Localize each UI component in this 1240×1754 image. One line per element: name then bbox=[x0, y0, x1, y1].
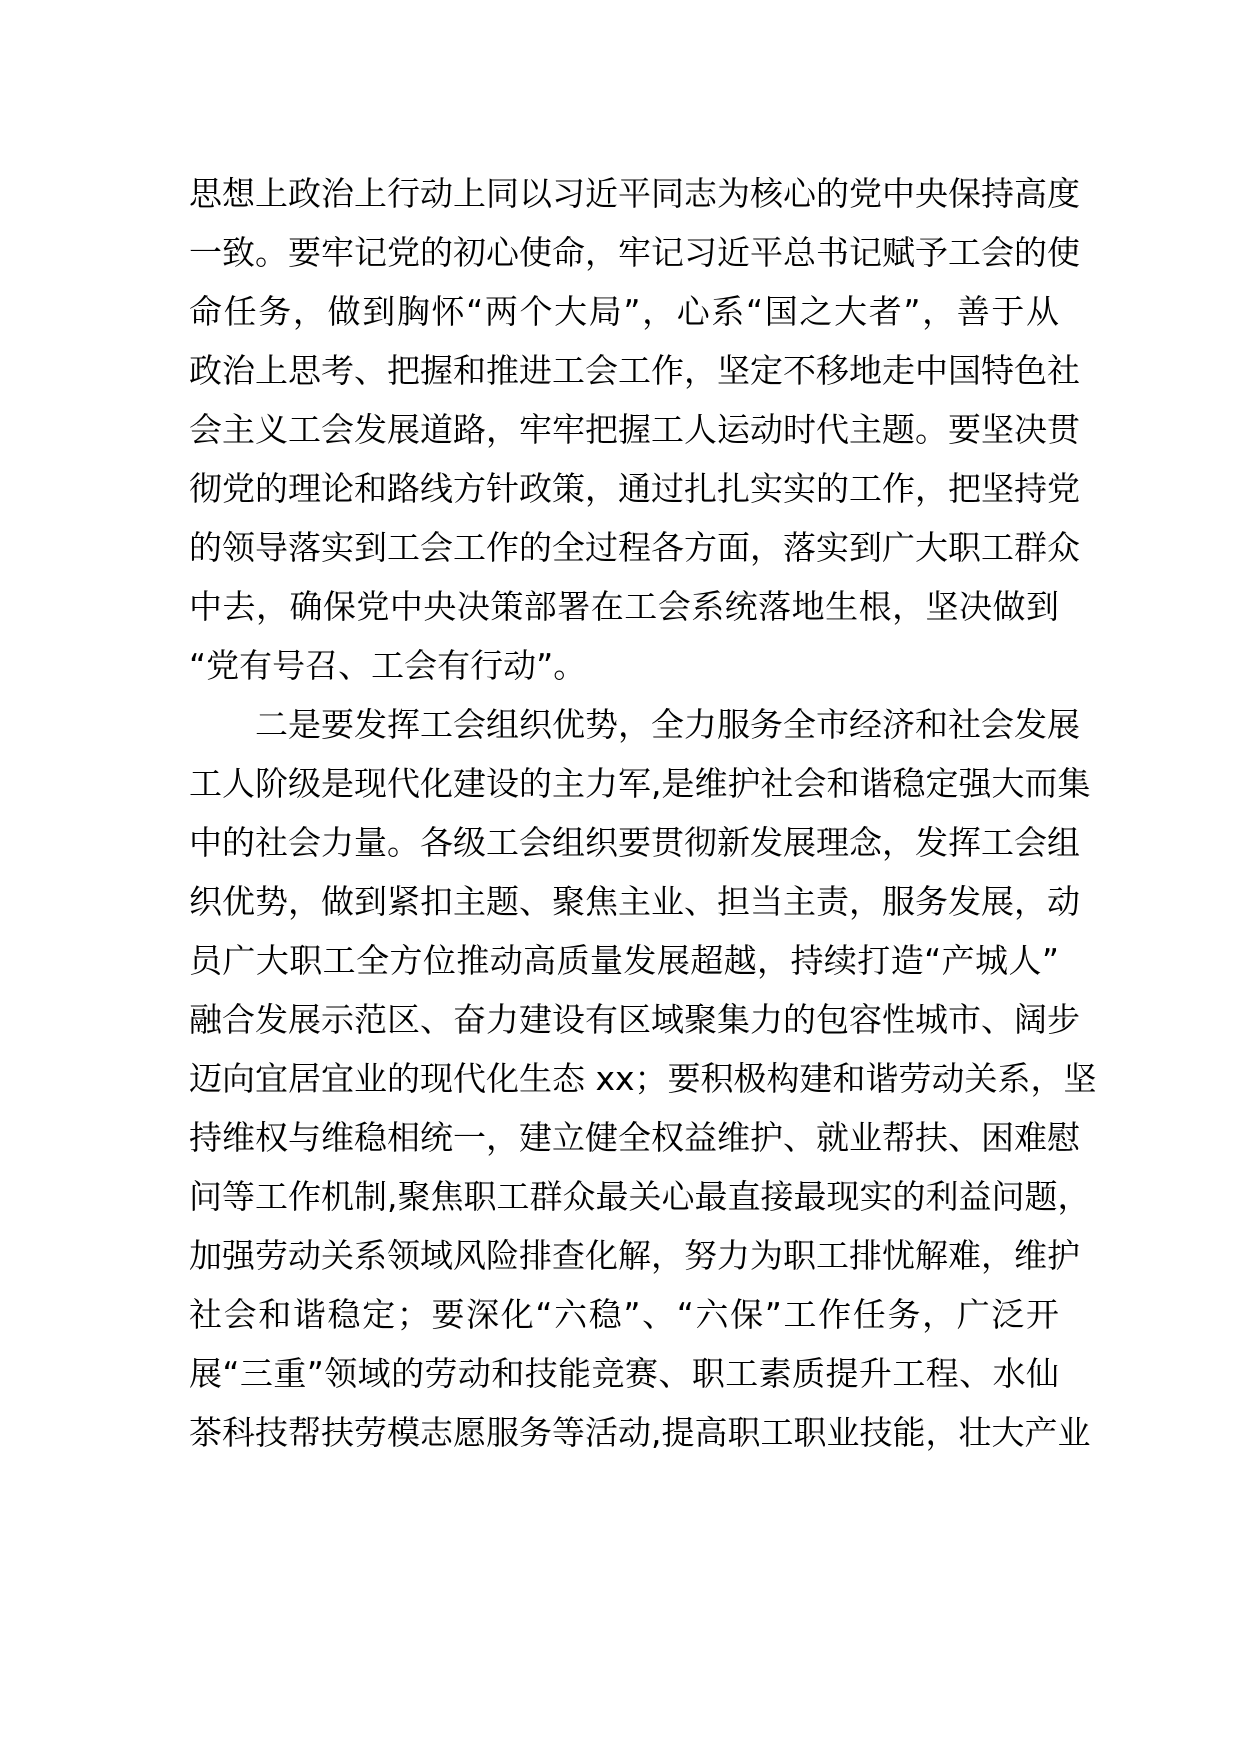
text-line: 会主义工会发展道路，牢牢把握工人运动时代主题。要坚决贯 bbox=[189, 410, 1080, 449]
text-line: 融合发展示范区、奋力建设有区域聚集力的包容性城市、阔步 bbox=[189, 1000, 1080, 1039]
text-line: 员广大职工全方位推动高质量发展超越，持续打造“产城人” bbox=[189, 941, 1059, 980]
text-line: 中的社会力量。各级工会组织要贯彻新发展理念，发挥工会组 bbox=[189, 823, 1080, 862]
text-line: 工人阶级是现代化建设的主力军,是维护社会和谐稳定强大而集 bbox=[189, 764, 1091, 803]
text-line: 问等工作机制,聚焦职工群众最关心最直接最现实的利益问题， bbox=[189, 1177, 1091, 1216]
text-line: 织优势，做到紧扣主题、聚焦主业、担当主责，服务发展，动 bbox=[189, 882, 1080, 921]
text-line: 加强劳动关系领域风险排查化解，努力为职工排忧解难，维护 bbox=[189, 1236, 1080, 1275]
text-line: 中去，确保党中央决策部署在工会系统落地生根，坚决做到 bbox=[189, 587, 1059, 626]
text-line: 迈向宜居宜业的现代化生态 xx；要积极构建和谐劳动关系，坚 bbox=[189, 1059, 1097, 1098]
text-line: 彻党的理论和路线方针政策，通过扎扎实实的工作，把坚持党 bbox=[189, 469, 1080, 508]
text-line: 展“三重”领域的劳动和技能竞赛、职工素质提升工程、水仙 bbox=[189, 1354, 1059, 1393]
text-line: 命任务，做到胸怀“两个大局”，心系“国之大者”，善于从 bbox=[189, 292, 1059, 331]
text-line: 持维权与维稳相统一，建立健全权益维护、就业帮扶、困难慰 bbox=[189, 1118, 1080, 1157]
text-line: 思想上政治上行动上同以习近平同志为核心的党中央保持高度 bbox=[189, 174, 1080, 213]
text-line: 的领导落实到工会工作的全过程各方面，落实到广大职工群众 bbox=[189, 528, 1080, 567]
text-line: 政治上思考、把握和推进工会工作，坚定不移地走中国特色社 bbox=[189, 351, 1080, 390]
text-line: 茶科技帮扶劳模志愿服务等活动,提高职工职业技能，壮大产业 bbox=[189, 1413, 1091, 1452]
text-line: 社会和谐稳定；要深化“六稳”、“六保”工作任务，广泛开 bbox=[189, 1295, 1059, 1334]
text-line: 一致。要牢记党的初心使命，牢记习近平总书记赋予工会的使 bbox=[189, 233, 1080, 272]
paragraph-heading-line: 二是要发挥工会组织优势，全力服务全市经济和社会发展 bbox=[255, 705, 1080, 744]
text-line: “党有号召、工会有行动”。 bbox=[189, 646, 587, 685]
